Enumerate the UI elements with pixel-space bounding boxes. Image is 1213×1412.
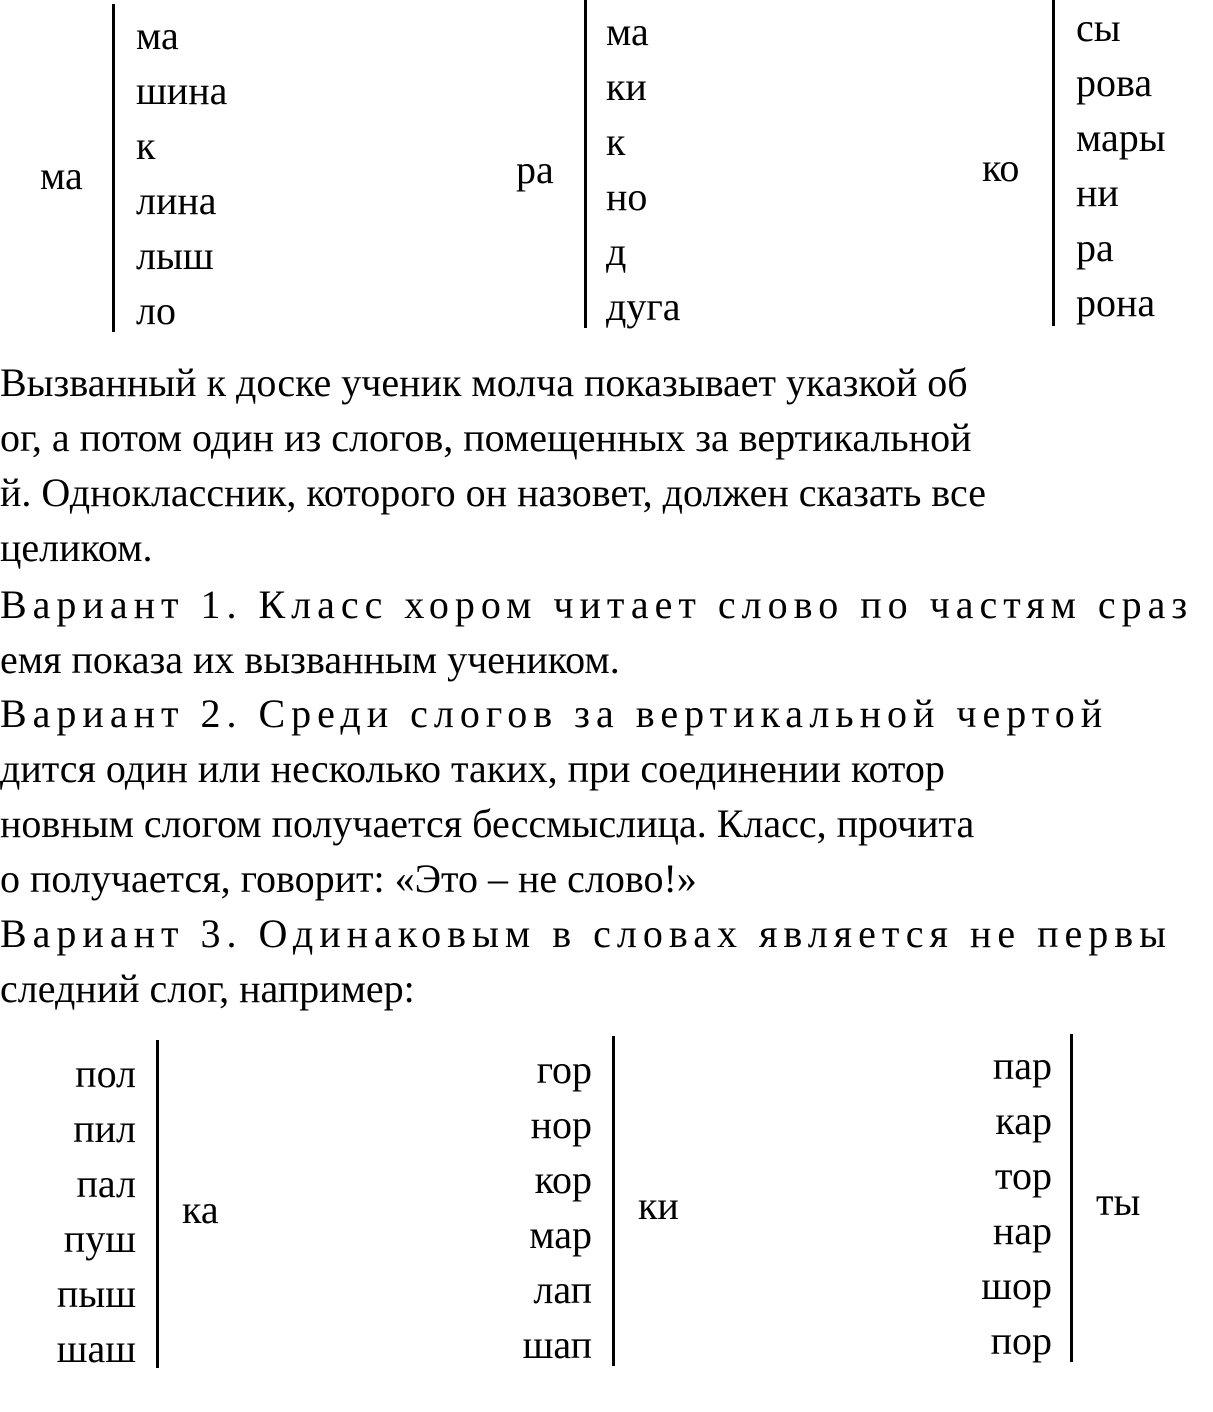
top-group-2-ending: но: [606, 174, 648, 219]
bottom-group-1-ending: ка: [182, 1187, 219, 1232]
text-line: ог, а потом один из слогов, помещенных за вертикальной: [0, 415, 972, 460]
top-group-3-ending: ни: [1076, 170, 1119, 215]
top-group-3-ending: сы: [1076, 5, 1121, 50]
top-group-2-ending: к: [606, 119, 626, 164]
top-group-1-divider: [112, 4, 115, 332]
bottom-group-3-divider: [1070, 1034, 1073, 1362]
bottom-group-2-beginning: нор: [530, 1102, 592, 1147]
top-group-1-ending: ма: [136, 13, 179, 58]
top-group-3-ending: рова: [1076, 60, 1153, 105]
bottom-group-2-beginning: шап: [522, 1322, 592, 1367]
top-group-1-ending: лыш: [136, 233, 214, 278]
top-group-2-ending: д: [606, 229, 627, 274]
bottom-group-3-beginning: пор: [990, 1318, 1052, 1363]
top-group-3-ending: мары: [1076, 115, 1166, 160]
top-group-1-ending: к: [136, 123, 156, 168]
bottom-group-2-ending: ки: [638, 1183, 679, 1228]
text-line-variant-1: Вариант 1. Класс хором читает слово по частям сраз: [0, 582, 1194, 627]
text-line-variant-3: Вариант 3. Одинаковым в словах является не первы: [0, 911, 1173, 956]
bottom-group-3-ending: ты: [1096, 1179, 1141, 1224]
top-group-2-ending: ки: [606, 64, 647, 109]
bottom-group-2-beginning: лап: [533, 1267, 592, 1312]
top-group-3-divider: [1052, 0, 1055, 326]
text-line-variant-2: Вариант 2. Среди слогов за вертикальной чертой: [0, 691, 1109, 736]
text-line: й. Одноклассник, которого он назовет, должен сказать все: [0, 470, 986, 515]
bottom-group-1-beginning: пуш: [63, 1216, 136, 1261]
top-group-3-ending: ра: [1076, 225, 1114, 270]
top-group-2-divider: [584, 0, 587, 328]
bottom-group-3-beginning: пар: [992, 1043, 1052, 1088]
text-line: целиком.: [0, 525, 153, 570]
top-group-2-ending: дуга: [606, 284, 681, 329]
text-line: емя показа их вызванным учеником.: [0, 637, 620, 682]
top-group-1-base: ма: [40, 153, 83, 198]
top-group-3-ending: рона: [1076, 280, 1156, 325]
bottom-group-3-beginning: шор: [981, 1263, 1052, 1308]
top-group-1-ending: ло: [136, 288, 176, 333]
text-line: следний слог, например:: [0, 966, 415, 1011]
text-line: Вызванный к доске ученик молча показывает указкой об: [0, 360, 968, 405]
bottom-group-1-beginning: пол: [75, 1051, 136, 1096]
bottom-group-1-beginning: пил: [73, 1106, 136, 1151]
bottom-group-3-beginning: тор: [995, 1153, 1052, 1198]
top-group-1-ending: шина: [136, 68, 228, 113]
top-group-2-base: ра: [516, 147, 554, 192]
bottom-group-1-beginning: пал: [76, 1161, 136, 1206]
top-group-3-base: ко: [982, 145, 1020, 190]
text-line: дится один или несколько таких, при соединении котор: [0, 746, 945, 791]
bottom-group-1-beginning: шаш: [56, 1326, 136, 1371]
top-group-1-ending: лина: [136, 178, 217, 223]
bottom-group-3-beginning: кар: [995, 1098, 1052, 1143]
bottom-group-1-divider: [156, 1040, 159, 1368]
bottom-group-1-beginning: пыш: [56, 1271, 136, 1316]
top-group-2-ending: ма: [606, 9, 649, 54]
bottom-group-2-beginning: кор: [534, 1157, 592, 1202]
text-line: новным слогом получается бессмыслица. Класс, прочита: [0, 801, 975, 846]
bottom-group-2-divider: [612, 1036, 615, 1366]
bottom-group-3-beginning: нар: [992, 1208, 1052, 1253]
bottom-group-2-beginning: мар: [529, 1212, 592, 1257]
text-line: о получается, говорит: «Это – не слово!»: [0, 856, 697, 901]
bottom-group-2-beginning: гор: [536, 1047, 592, 1092]
